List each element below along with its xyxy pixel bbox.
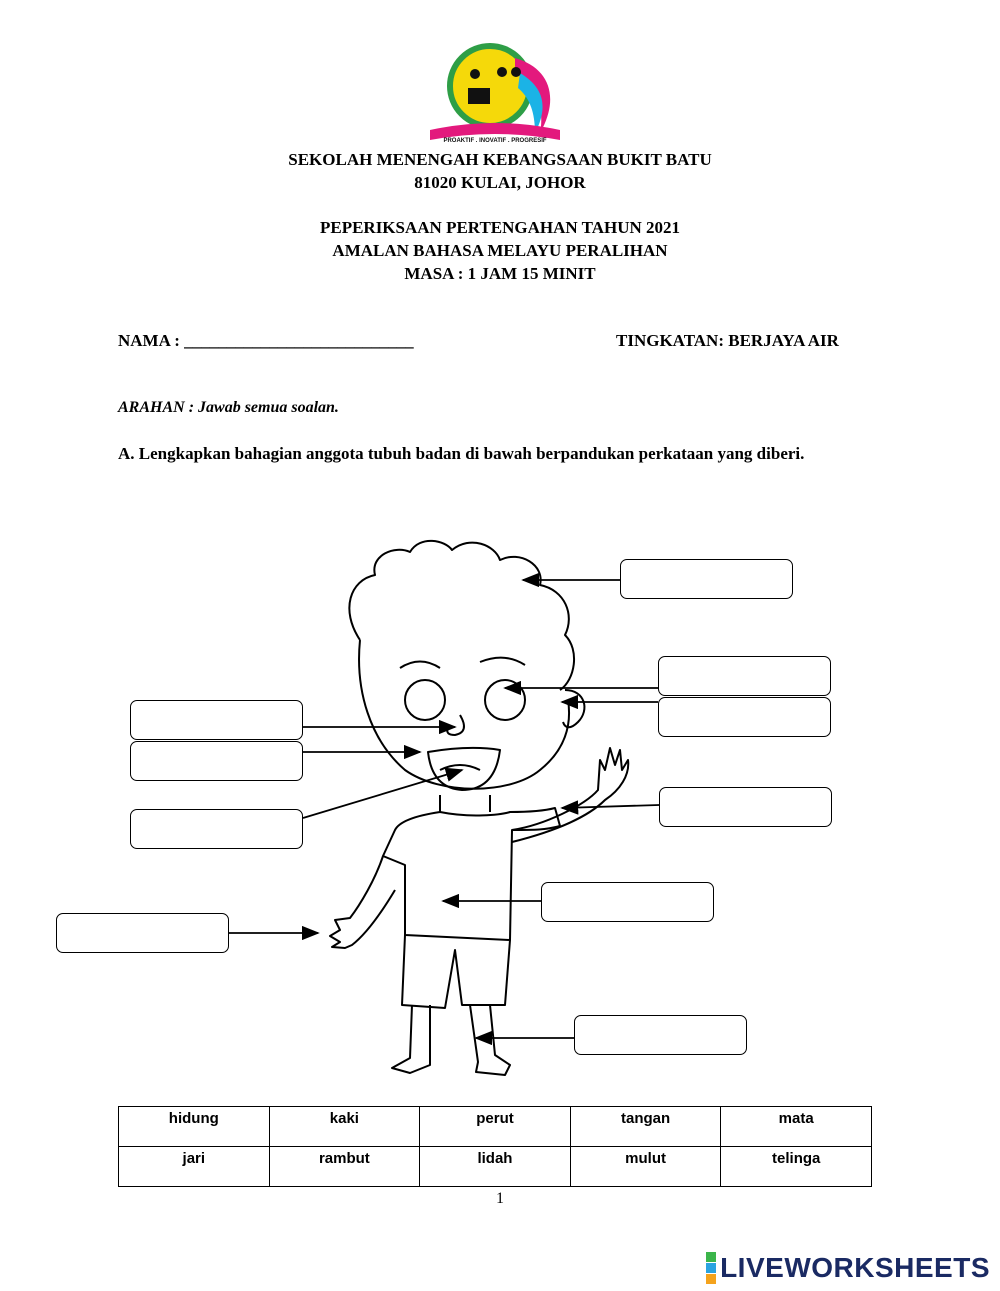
- left-leg: [392, 1005, 430, 1073]
- shorts-outline: [402, 935, 510, 1008]
- school-name: SEKOLAH MENENGAH KEBANGSAAN BUKIT BATU: [288, 150, 712, 169]
- word-bank-cell[interactable]: hidung: [119, 1107, 270, 1147]
- name-field-row: [118, 331, 414, 351]
- face-outline: [359, 640, 569, 789]
- answer-box-fingers[interactable]: [56, 913, 229, 953]
- liveworksheets-logo-icon: [706, 1252, 716, 1284]
- name-input-line[interactable]: ___________________________: [184, 331, 414, 350]
- watermark-text: LIVEWORKSHEETS: [720, 1252, 990, 1283]
- left-eye: [405, 680, 445, 720]
- answer-box-stomach[interactable]: [541, 882, 714, 922]
- answer-box-eye[interactable]: [658, 656, 831, 696]
- word-bank-cell[interactable]: rambut: [269, 1147, 420, 1187]
- word-bank-row: [119, 1107, 872, 1147]
- hair-outline: [349, 541, 574, 690]
- right-eye: [485, 680, 525, 720]
- answer-box-leg[interactable]: [574, 1015, 747, 1055]
- lower-arm: [330, 856, 395, 948]
- answer-box-nose[interactable]: [130, 700, 303, 740]
- word-bank-cell[interactable]: tangan: [570, 1107, 721, 1147]
- word-bank-cell[interactable]: perut: [420, 1107, 571, 1147]
- name-label: NAMA :: [118, 331, 185, 350]
- shirt-outline: [383, 808, 560, 940]
- class-label: TINGKATAN: BERJAYA AIR: [616, 331, 839, 350]
- arrow-tongue: [303, 770, 462, 818]
- instruction: [118, 399, 339, 417]
- answer-box-hair[interactable]: [620, 559, 793, 599]
- word-bank-cell[interactable]: kaki: [269, 1107, 420, 1147]
- answer-box-hand[interactable]: [659, 787, 832, 827]
- subject-title: AMALAN BAHASA MELAYU PERALIHAN: [332, 241, 668, 260]
- question-a: A. Lengkapkan bahagian anggota tubuh badan di bawah berpandukan perkataan yang diberi.: [118, 444, 805, 463]
- instruction-text: Jawab semua soalan.: [198, 399, 339, 416]
- right-leg: [470, 1005, 510, 1075]
- word-bank-cell[interactable]: lidah: [420, 1147, 571, 1187]
- ear-outline: [563, 690, 584, 727]
- logo-motto: PROAKTIF . INOVATIF . PROGRESIF: [443, 138, 547, 144]
- school-logo: [420, 38, 570, 148]
- answer-box-mouth[interactable]: [130, 741, 303, 781]
- exam-duration: MASA : 1 JAM 15 MINIT: [404, 264, 596, 283]
- word-bank-cell[interactable]: mulut: [570, 1147, 721, 1187]
- word-bank-row: [119, 1147, 872, 1187]
- word-bank-table: [118, 1106, 872, 1187]
- word-bank-cell[interactable]: jari: [119, 1147, 270, 1187]
- exam-title: PEPERIKSAAN PERTENGAHAN TAHUN 2021: [319, 218, 681, 237]
- answer-box-tongue[interactable]: [130, 809, 303, 849]
- page-number: 1: [496, 1190, 504, 1207]
- school-address: 81020 KULAI, JOHOR: [414, 173, 586, 192]
- word-bank-cell[interactable]: telinga: [721, 1147, 872, 1187]
- answer-box-ear[interactable]: [658, 697, 831, 737]
- word-bank-cell[interactable]: mata: [721, 1107, 872, 1147]
- liveworksheets-watermark: [706, 1252, 990, 1284]
- raised-arm: [512, 748, 628, 842]
- instruction-label: ARAHAN :: [118, 399, 199, 416]
